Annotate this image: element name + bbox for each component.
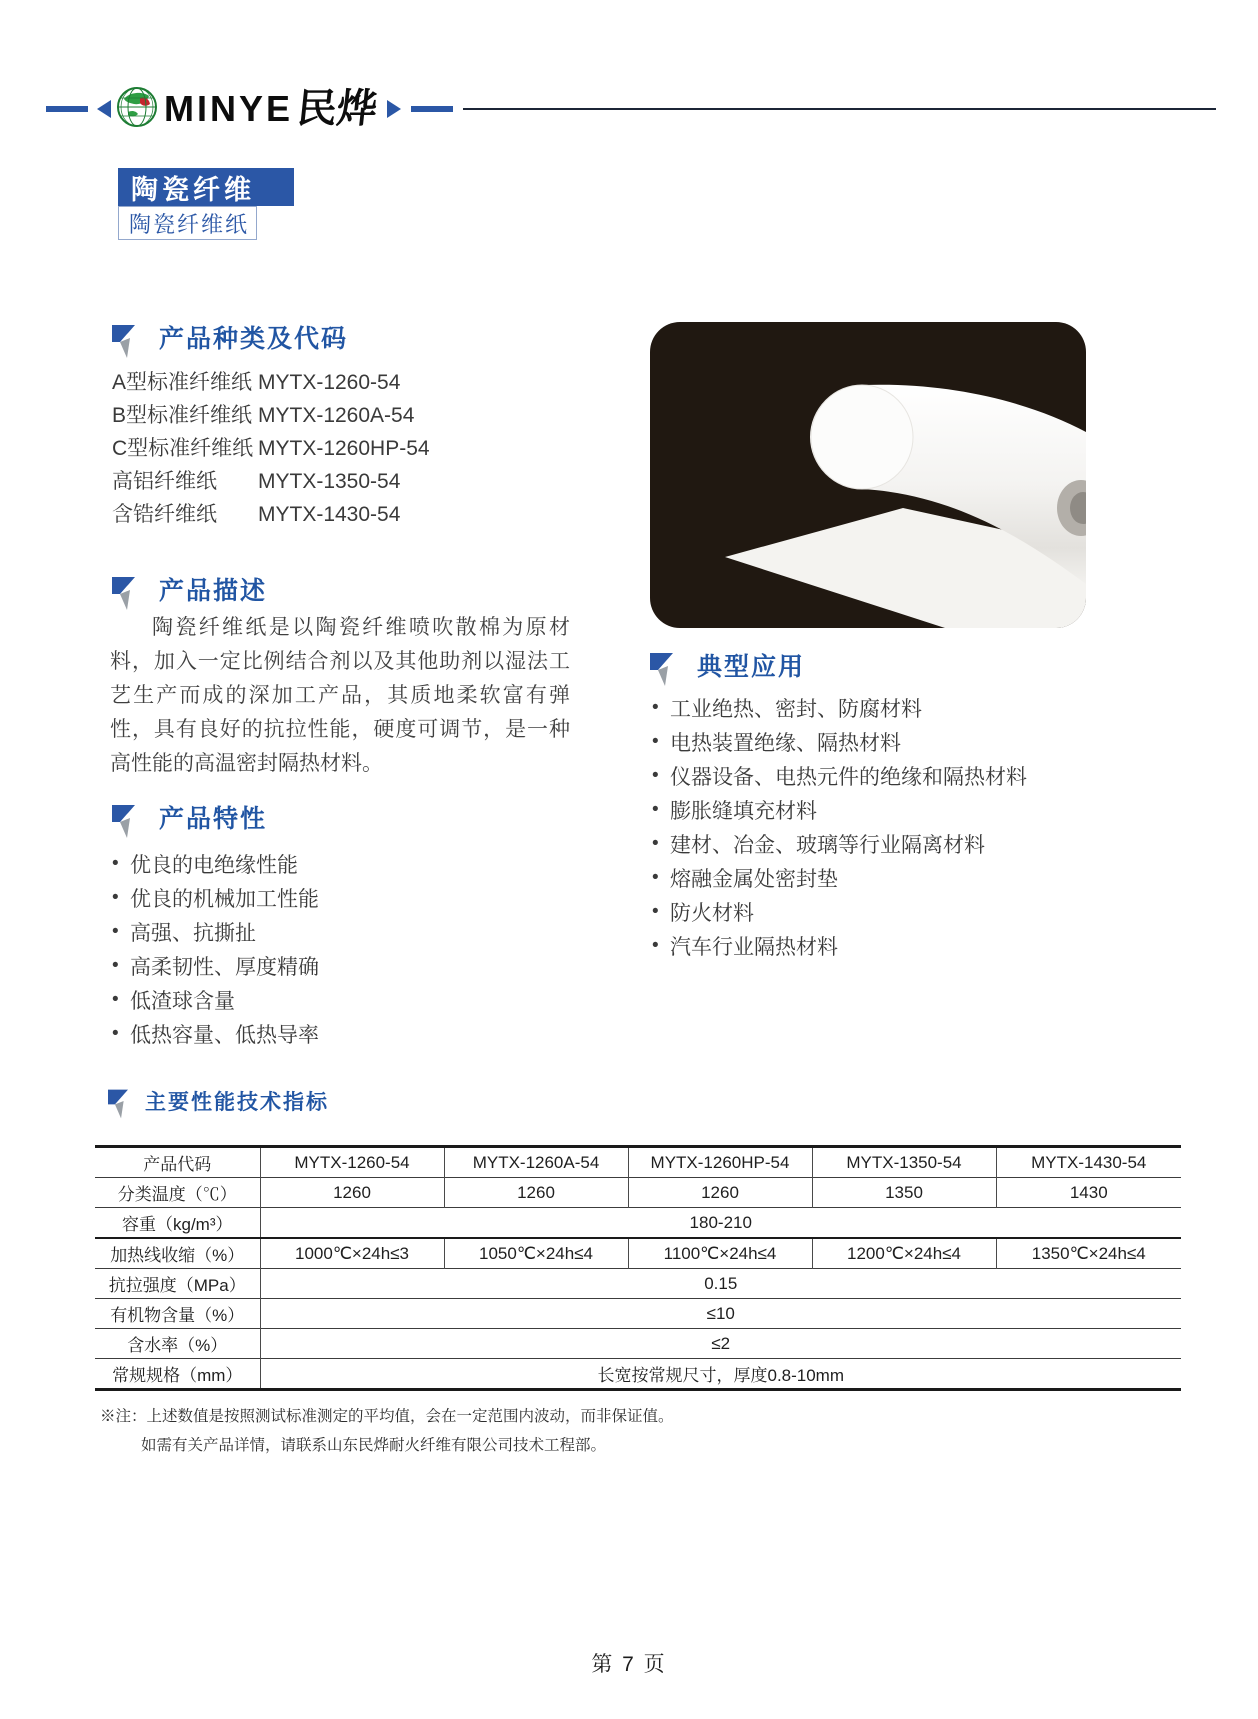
list-item: • 低热容量、低热导率 <box>112 1024 319 1047</box>
triangle-left-icon <box>97 100 111 118</box>
brand-dash-right <box>411 106 453 112</box>
table-cell: 长宽按常规尺寸，厚度0.8-10mm <box>597 1366 845 1385</box>
type-code: MYTX-1260HP-54 <box>258 437 430 460</box>
footnote-line: 如需有关产品详情，请联系山东民烨耐火纤维有限公司技术工程部。 <box>141 1437 607 1454</box>
product-badge: 陶瓷纤维纸 <box>118 206 257 240</box>
list-item: • 膨胀缝填充材料 <box>652 800 1027 823</box>
section-flag-icon <box>112 325 135 363</box>
row-label: 常规规格（mm） <box>95 1359 260 1390</box>
table-header-cell: MYTX-1350-54 <box>812 1147 996 1178</box>
table-row <box>95 1269 1181 1299</box>
row-label: 抗拉强度（MPa） <box>95 1269 260 1299</box>
table-cell: ≤10 <box>706 1303 735 1323</box>
list-item: • 汽车行业隔热材料 <box>652 936 1027 959</box>
list-item <box>112 399 430 432</box>
category-badge: 陶瓷纤维 <box>118 168 294 206</box>
section-flag-icon <box>112 577 135 615</box>
roll-end-cap <box>811 385 913 489</box>
page-number: 第 7 页 <box>591 1653 667 1676</box>
header-rule <box>463 108 1216 110</box>
section-title: 产品特性 <box>159 805 268 833</box>
list-item: • 熔融金属处密封垫 <box>652 868 1027 891</box>
section-title: 典型应用 <box>697 653 806 681</box>
list-item: • 优良的机械加工性能 <box>112 888 319 911</box>
table-cell: 1050℃×24h≤4 <box>444 1238 628 1269</box>
list-item: • 高强、抗撕扯 <box>112 922 319 945</box>
section-flag-icon <box>108 1089 128 1124</box>
type-name: 高铝纤维纸 <box>112 470 217 493</box>
type-name: A型标准纤维纸 <box>112 371 253 394</box>
table-cell: 180-210 <box>689 1212 752 1232</box>
table-header-row <box>95 1147 1181 1178</box>
table-header-cell: MYTX-1260A-54 <box>444 1147 628 1178</box>
table-row <box>95 1208 1181 1239</box>
type-name: B型标准纤维纸 <box>112 404 253 427</box>
list-item: • 低渣球含量 <box>112 990 319 1013</box>
list-item <box>112 465 430 498</box>
table-cell: 1100℃×24h≤4 <box>628 1238 812 1269</box>
footnote-line: ※注：上述数值是按照测试标准测定的平均值，会在一定范围内波动，而非保证值。 <box>100 1408 674 1425</box>
type-name: C型标准纤维纸 <box>112 437 254 460</box>
row-label: 加热线收缩（%） <box>95 1238 260 1269</box>
row-label: 分类温度（℃） <box>95 1178 260 1208</box>
type-code: MYTX-1350-54 <box>258 470 401 493</box>
section-heading-features <box>112 804 267 843</box>
table-cell: 1000℃×24h≤3 <box>295 1243 409 1263</box>
list-item: • 工业绝热、密封、防腐材料 <box>652 698 1027 721</box>
section-title: 主要性能技术指标 <box>145 1091 329 1114</box>
applications-list <box>652 698 1027 970</box>
type-name: 含锆纤维纸 <box>112 503 217 526</box>
globe-logo-icon <box>116 86 158 133</box>
brand-dash-left <box>46 106 88 112</box>
table-cell: 1260 <box>628 1178 812 1208</box>
list-item <box>112 498 430 531</box>
table-row <box>95 1329 1181 1359</box>
table-cell: 1200℃×24h≤4 <box>812 1238 996 1269</box>
brand-bar <box>46 86 1216 132</box>
type-code: MYTX-1260-54 <box>258 371 401 394</box>
section-title: 产品描述 <box>159 577 268 605</box>
table-cell: 1350℃×24h≤4 <box>996 1238 1181 1269</box>
table-header-cell: MYTX-1260-54 <box>294 1152 410 1172</box>
type-code: MYTX-1260A-54 <box>258 404 415 427</box>
table-cell: 1430 <box>996 1178 1181 1208</box>
table-row <box>95 1238 1181 1269</box>
row-label: 有机物含量（%） <box>95 1299 260 1329</box>
list-item: • 防火材料 <box>652 902 1027 925</box>
section-flag-icon <box>112 805 135 843</box>
table-cell: 0.15 <box>704 1273 738 1293</box>
table-header-cell: MYTX-1260HP-54 <box>628 1147 812 1178</box>
list-item: • 仪器设备、电热元件的绝缘和隔热材料 <box>652 766 1027 789</box>
list-item <box>112 366 430 399</box>
features-list <box>112 854 319 1058</box>
brand-name-cn: 民烨 <box>294 87 380 131</box>
section-title: 产品种类及代码 <box>159 325 349 353</box>
list-item: • 高柔韧性、厚度精确 <box>112 956 319 979</box>
product-photo <box>650 322 1086 628</box>
footnotes <box>100 1402 674 1460</box>
table-cell: ≤2 <box>711 1333 731 1353</box>
table-row <box>95 1299 1181 1329</box>
section-heading-description <box>112 576 267 615</box>
type-code: MYTX-1430-54 <box>258 503 401 526</box>
section-flag-icon <box>650 653 673 691</box>
product-type-list <box>112 366 430 531</box>
list-item: • 建材、冶金、玻璃等行业隔离材料 <box>652 834 1027 857</box>
section-heading-specs <box>108 1088 329 1124</box>
list-item: • 电热装置绝缘、隔热材料 <box>652 732 1027 755</box>
table-row <box>95 1359 1181 1390</box>
triangle-right-icon <box>387 100 401 118</box>
brand-name-en: MINYE <box>164 88 294 129</box>
table-cell: 1260 <box>333 1182 371 1202</box>
list-item <box>112 432 430 465</box>
table-cell: 1260 <box>444 1178 628 1208</box>
description-text: 陶瓷纤维纸是以陶瓷纤维喷吹散棉为原材料，加入一定比例结合剂以及其他助剂以湿法工艺生产而成的深加工产品，其质地柔软富有弹性，具有良好的抗拉性能，硬度可调节，是一种高性能的高温密封隔热材料。 <box>110 616 570 775</box>
table-row <box>95 1178 1181 1208</box>
list-item: • 优良的电绝缘性能 <box>112 854 319 877</box>
row-label: 容重（kg/m³） <box>95 1208 260 1239</box>
spec-table <box>95 1145 1181 1391</box>
section-heading-applications <box>650 652 805 691</box>
row-label: 含水率（%） <box>95 1329 260 1359</box>
table-header-cell: 产品代码 <box>95 1147 260 1178</box>
table-cell: 1350 <box>812 1178 996 1208</box>
table-header-cell: MYTX-1430-54 <box>996 1147 1181 1178</box>
section-heading-types <box>112 324 348 363</box>
